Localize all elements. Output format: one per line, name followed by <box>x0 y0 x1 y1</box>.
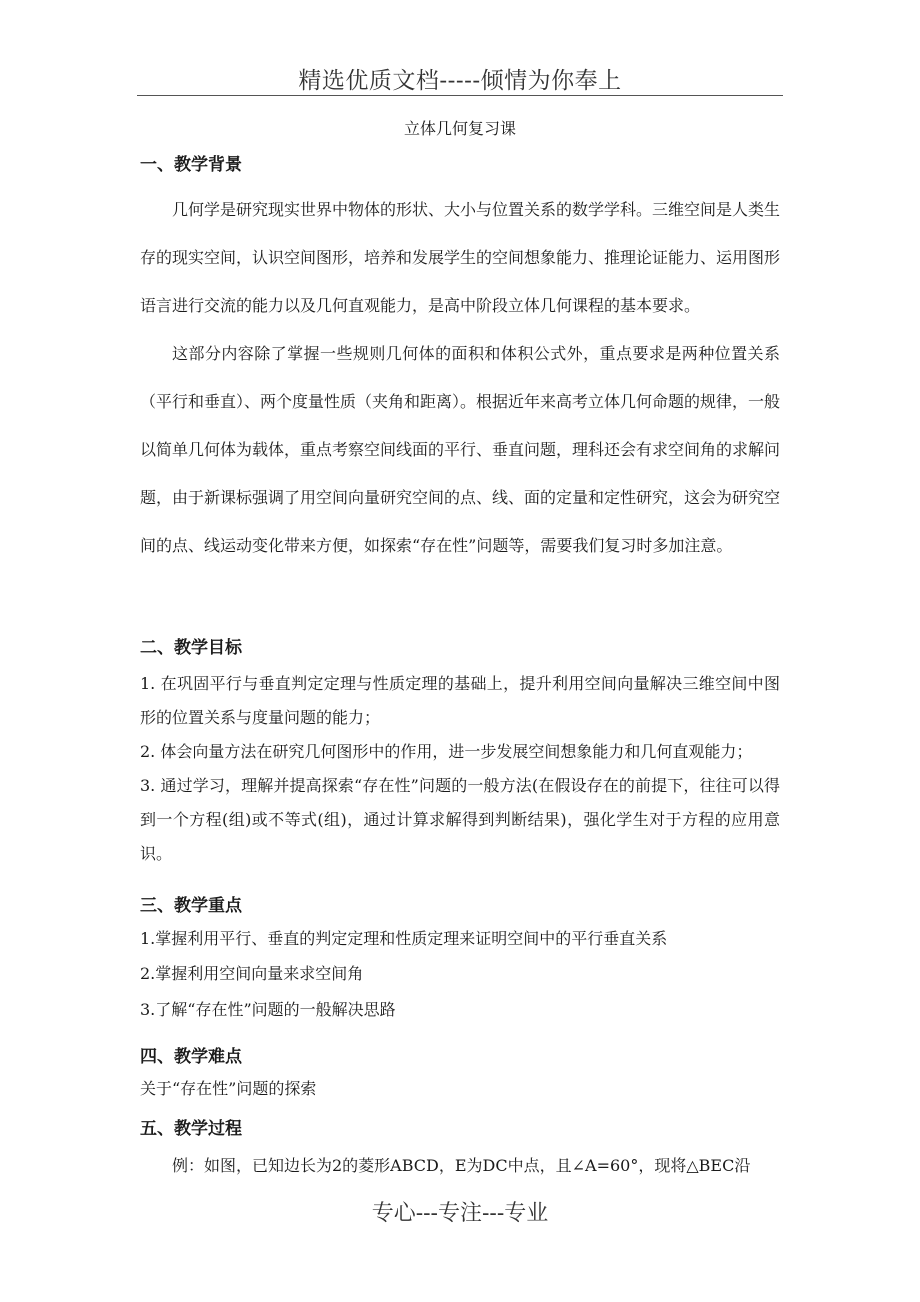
section-heading-objectives: 二、教学目标 <box>140 638 242 658</box>
key-point-2: 2.掌握利用空间向量来求空间角 <box>140 964 364 983</box>
paragraph: 这部分内容除了掌握一些规则几何体的面积和体积公式外，重点要求是两种位置关系（平行和垂直）、两个度量性质（夹角和距离）。根据近年来高考立体几何命题的规律，一般以简单几何体为载体，重点考察空间线面的平行、垂直问题，理科还会有求空间角的求解问题，由于新课标强调了用空间向量研究空间的点、线、面的定量和定性研究，这会为研究空间的点、线运动变化带来方便，如探索“存在性”问题等，需要我们复习时多加注意。 <box>140 344 781 555</box>
page-header: 精选优质文档-----倾情为你奉上 <box>298 68 622 94</box>
list-item: 1. 在巩固平行与垂直判定定理与性质定理的基础上，提升利用空间向量解决三维空间中图形的位置关系与度量问题的能力； <box>140 674 780 727</box>
difficulty-1: 关于“存在性”问题的探索 <box>140 1079 317 1098</box>
section-background-body <box>140 186 780 570</box>
example-paragraph: 例：如图，已知边长为2的菱形ABCD，E为DC中点，且∠A=60°，现将△BEC沿 <box>172 1156 751 1175</box>
key-point-1: 1.掌握利用平行、垂直的判定定理和性质定理来证明空间中的平行垂直关系 <box>140 929 668 948</box>
section-heading-process: 五、教学过程 <box>140 1119 242 1139</box>
page-footer: 专心---专注---专业 <box>371 1201 549 1226</box>
section-process-body <box>140 1156 780 1176</box>
section-objectives-body <box>140 667 780 871</box>
section-heading-key-points: 三、教学重点 <box>140 896 242 916</box>
document-title: 立体几何复习课 <box>403 119 516 138</box>
section-heading-background: 一、教学背景 <box>140 155 242 175</box>
paragraph: 几何学是研究现实世界中物体的形状、大小与位置关系的数学学科。三维空间是人类生存的现实空间，认识空间图形，培养和发展学生的空间想象能力、推理论证能力、运用图形语言进行交流的能力以及几何直观能力，是高中阶段立体几何课程的基本要求。 <box>140 200 781 315</box>
list-item: 3. 通过学习，理解并提高探索“存在性”问题的一般方法(在假设存在的前提下，往往可以得到一个方程(组)或不等式(组)，通过计算求解得到判断结果)，强化学生对于方程的应用意识。 <box>140 776 780 863</box>
list-item: 2. 体会向量方法在研究几何图形中的作用，进一步发展空间想象能力和几何直观能力； <box>140 742 753 761</box>
section-heading-difficulties: 四、教学难点 <box>140 1047 242 1067</box>
key-point-3: 3.了解“存在性”问题的一般解决思路 <box>140 1000 396 1019</box>
header-divider <box>137 95 783 96</box>
